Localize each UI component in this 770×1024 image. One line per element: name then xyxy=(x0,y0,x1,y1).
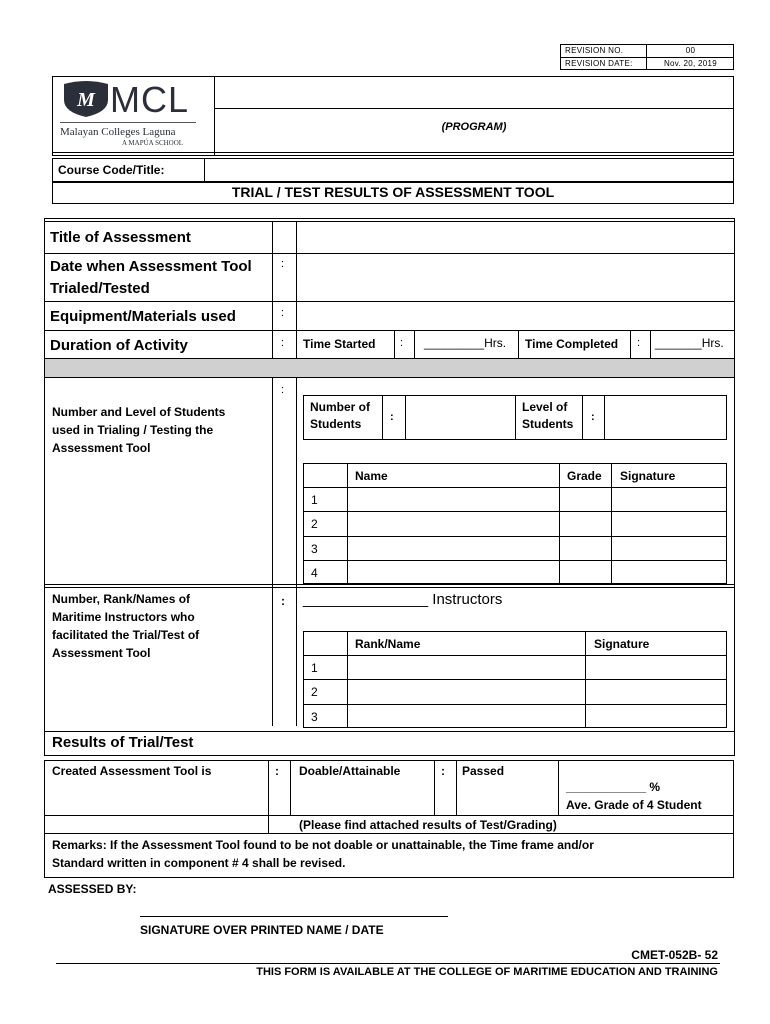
student-row-number: 3 xyxy=(311,542,318,556)
instructor-row-number: 1 xyxy=(311,661,318,675)
hrs-started-field[interactable]: _________Hrs. xyxy=(424,336,507,350)
instructor-col-signature: Signature xyxy=(594,637,650,651)
student-row-number: 4 xyxy=(311,566,318,580)
colon: : xyxy=(637,337,641,349)
student-col-grade: Grade xyxy=(567,469,602,483)
school-subtitle: A MAPÚA SCHOOL xyxy=(122,139,184,147)
remarks-line-1: Remarks: If the Assessment Tool found to be not doable or unattainable, the Time frame and/or xyxy=(52,838,594,852)
instructors-label-2: Maritime Instructors who xyxy=(52,610,195,624)
title-of-assessment-label: Title of Assessment xyxy=(50,229,191,246)
course-label: Course Code/Title: xyxy=(58,163,165,177)
form-title: TRIAL / TEST RESULTS OF ASSESSMENT TOOL xyxy=(231,184,555,200)
colon: : xyxy=(281,258,285,270)
colon: : xyxy=(281,307,285,319)
attached-results-note: (Please find attached results of Test/Grading) xyxy=(299,818,557,832)
instructors-label-1: Number, Rank/Names of xyxy=(52,592,191,606)
date-trialed-label-2: Trialed/Tested xyxy=(50,280,150,297)
instructor-col-rank: Rank/Name xyxy=(355,637,421,651)
form-code: CMET-052B- 52 xyxy=(631,948,718,962)
instructors-label-4: Assessment Tool xyxy=(52,646,151,660)
doable-label: Doable/Attainable xyxy=(299,764,401,778)
duration-label: Duration of Activity xyxy=(50,337,188,354)
level-of-students-label-2: Students xyxy=(522,417,574,431)
school-name: Malayan Colleges Laguna xyxy=(60,126,176,138)
time-completed-label: Time Completed xyxy=(525,337,619,351)
colon: : xyxy=(591,411,595,423)
colon: : xyxy=(275,764,279,778)
svg-text:M: M xyxy=(77,89,95,111)
created-tool-label: Created Assessment Tool is xyxy=(52,764,212,778)
student-row-number: 1 xyxy=(311,493,318,507)
colon: : xyxy=(281,337,285,349)
colon: : xyxy=(281,594,285,608)
students-label-3: Assessment Tool xyxy=(52,441,151,455)
instructors-label-3: facilitated the Trial/Test of xyxy=(52,628,200,642)
percent-field[interactable]: ____________ % xyxy=(566,780,661,794)
signature-caption: SIGNATURE OVER PRINTED NAME / DATE xyxy=(140,923,384,937)
mcl-logo xyxy=(60,80,210,152)
mcl-wordmark: MCL xyxy=(110,79,190,120)
student-row-number: 2 xyxy=(311,517,318,531)
student-col-signature: Signature xyxy=(620,469,676,483)
student-col-name: Name xyxy=(355,469,388,483)
signature-line[interactable] xyxy=(140,916,448,917)
revision-no-label: REVISION NO. xyxy=(565,46,624,55)
ave-grade-label: Ave. Grade of 4 Student xyxy=(566,798,702,812)
results-heading: Results of Trial/Test xyxy=(52,734,194,751)
assessed-by-label: ASSESSED BY: xyxy=(48,882,137,896)
hrs-completed-field[interactable]: _______Hrs. xyxy=(655,336,724,350)
colon: : xyxy=(281,384,285,396)
number-of-students-label-1: Number of xyxy=(310,400,370,414)
shaded-separator xyxy=(45,359,734,377)
passed-label: Passed xyxy=(462,764,505,778)
remarks-line-2: Standard written in component # 4 shall be revised. xyxy=(52,856,346,870)
revision-date-label: REVISION DATE: xyxy=(565,59,633,68)
date-trialed-label-1: Date when Assessment Tool xyxy=(50,258,252,275)
availability-note: THIS FORM IS AVAILABLE AT THE COLLEGE OF MARITIME EDUCATION AND TRAINING xyxy=(256,966,718,978)
program-field: (PROGRAM) xyxy=(441,121,507,133)
time-started-label: Time Started xyxy=(303,337,376,351)
instructors-count-field[interactable]: _______________ Instructors xyxy=(303,591,503,608)
mcl-shield-icon xyxy=(62,80,110,118)
equipment-label: Equipment/Materials used xyxy=(50,308,236,325)
instructor-row-number: 2 xyxy=(311,685,318,699)
colon: : xyxy=(390,411,394,423)
students-label-2: used in Trialing / Testing the xyxy=(52,423,214,437)
number-of-students-label-2: Students xyxy=(310,417,362,431)
students-label-1: Number and Level of Students xyxy=(52,405,226,419)
colon: : xyxy=(441,764,445,778)
revision-date-value: Nov. 20, 2019 xyxy=(663,59,718,68)
level-of-students-label-1: Level of xyxy=(522,400,568,414)
colon: : xyxy=(400,337,404,349)
instructor-row-number: 3 xyxy=(311,710,318,724)
revision-no-value: 00 xyxy=(685,46,696,55)
